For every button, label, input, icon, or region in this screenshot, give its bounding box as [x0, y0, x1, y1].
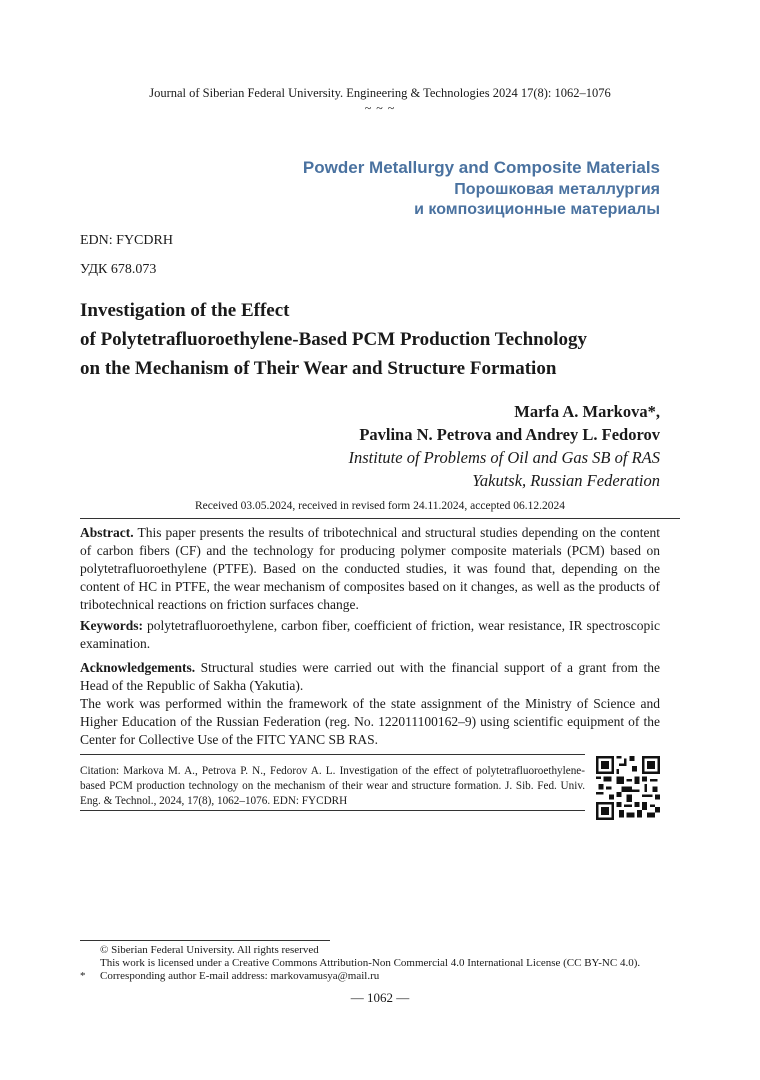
paper-title-line1: Investigation of the Effect	[80, 300, 290, 321]
paper-title-line3: on the Mechanism of Their Wear and Structure Formation	[80, 358, 557, 379]
affiliation: Institute of Problems of Oil and Gas SB of RAS	[348, 448, 660, 467]
abstract-text: This paper presents the results of tribotechnical and structural studies depending on the content of carbon fibers (CF) and the technology for producing polymer composite materials (PCM) based on polytetrafluoroethylene (PTFE). Based on the conducted studies, it was found that, depending on the content of HC in PTFE, the wear mechanism of composites based on it changes, as well as the products of tribotechnical reactions on friction surfaces change.	[80, 525, 660, 612]
acknowledgements-text2: The work was performed within the framework of the state assignment of the Ministry of Science and Higher Education of the Russian Federation (reg. No. 122011100162–9) using scientific equipment of the Center for Collective Use of the FITC YANC SB RAS.	[80, 696, 660, 747]
qr-code-icon[interactable]	[596, 756, 660, 820]
footnote-copyright	[80, 944, 680, 957]
paper-title	[80, 296, 680, 383]
section-title-ru-line1: Порошковая металлургия	[454, 181, 660, 198]
acknowledgements-label: Acknowledgements.	[80, 660, 196, 675]
footnote-star: *	[80, 970, 86, 982]
keywords-text: polytetrafluoroethylene, carbon fiber, coefficient of friction, wear resistance, IR spectroscopic examination.	[80, 618, 660, 651]
keywords-label: Keywords:	[80, 618, 143, 633]
footnote-license	[80, 957, 680, 970]
acknowledgements	[80, 659, 660, 749]
page-number: — 1062 —	[350, 990, 410, 1005]
section-title-ru-line2: и композиционные материалы	[414, 201, 660, 218]
section-title-en: Powder Metallurgy and Composite Materials	[302, 158, 660, 177]
journal-header: Journal of Siberian Federal University. Engineering & Technologies 2024 17(8): 1062–1076	[149, 86, 611, 100]
authors-line2: Pavlina N. Petrova and Andrey L. Fedorov	[359, 425, 660, 444]
abstract	[80, 524, 660, 614]
citation-rule-top	[80, 754, 585, 755]
udk-code: УДК 678.073	[80, 262, 157, 277]
authors-line1: Marfa A. Markova*,	[514, 402, 660, 421]
received-dates: Received 03.05.2024, received in revised form 24.11.2024, accepted 06.12.2024	[194, 500, 566, 512]
keywords	[80, 617, 660, 653]
footnote-rule	[80, 940, 330, 941]
acknowledgements-para1	[80, 659, 660, 695]
citation-rule-bottom	[80, 810, 585, 811]
abstract-label: Abstract.	[80, 525, 134, 540]
paper-title-line2: of Polytetrafluoroethylene-Based PCM Production Technology	[80, 329, 587, 350]
citation: Citation: Markova M. A., Petrova P. N., Fedorov A. L. Investigation of the effect of polytetrafluoroethylene-based PCM production technology on the mechanism of their wear and structure formation. J. Sib. Fed. Univ. Eng. & Technol., 2024, 17(8), 1062–1076. EDN: FYCDRH	[80, 765, 585, 807]
license-text: This work is licensed under a Creative Commons Attribution-Non Commercial 4.0 International License (CC BY-NC 4.0).	[100, 957, 641, 969]
divider-top	[80, 518, 680, 519]
copyright-text: © Siberian Federal University. All rights reserved	[100, 944, 319, 956]
corresponding-author-text: Corresponding author E-mail address: markovamusya@mail.ru	[100, 970, 380, 982]
footnote-corresponding	[80, 970, 680, 983]
header-ornament: ~ ~ ~	[364, 101, 396, 115]
affiliation-location: Yakutsk, Russian Federation	[472, 471, 660, 490]
acknowledgements-text1: Structural studies were carried out with the financial support of a grant from the Head of the Republic of Sakha (Yakutia).	[80, 660, 660, 693]
edn-code: EDN: FYCDRH	[80, 233, 173, 248]
